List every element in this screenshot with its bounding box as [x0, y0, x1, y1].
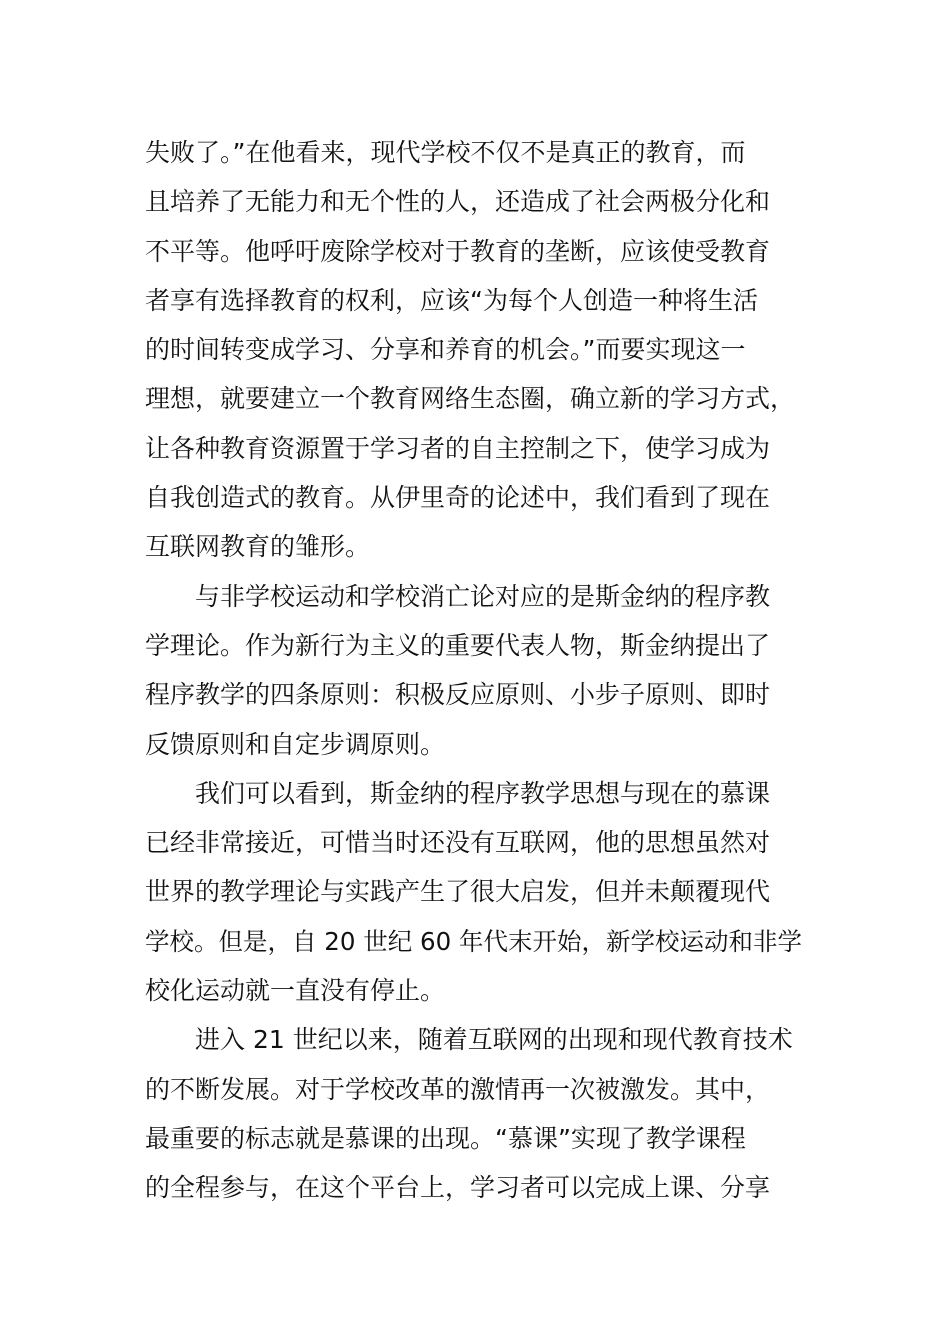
- text-line: 失败了。”在他看来，现代学校不仅不是真正的教育，而: [145, 138, 746, 167]
- text-line: 的时间转变成学习、分享和养育的机会。”而要实现这一: [145, 335, 746, 365]
- text-line: 与非学校运动和学校消亡论对应的是斯金纳的程序教: [195, 581, 771, 611]
- text-line: 已经非常接近，可惜当时还没有互联网，他的思想虽然对: [145, 828, 771, 858]
- text-line: 世界的教学理论与实践产生了很大启发，但并未颠覆现代: [145, 877, 771, 907]
- text-line: 最重要的标志就是慕课的出现。“慕课”实现了教学课程: [145, 1123, 746, 1153]
- text-line: 进入 21 世纪以来，随着互联网的出现和现代教育技术: [195, 1025, 793, 1055]
- text-line: 互联网教育的雏形。: [145, 532, 371, 562]
- text-line: 自我创造式的教育。从伊里奇的论述中，我们看到了现在: [145, 483, 771, 513]
- text-line: 校化运动就一直没有停止。: [145, 976, 446, 1006]
- text-line: 的不断发展。对于学校改革的激情再一次被激发。其中，: [145, 1074, 771, 1104]
- text-line: 让各种教育资源置于学习者的自主控制之下，使学习成为: [145, 433, 771, 463]
- text-line: 学理论。作为新行为主义的重要代表人物，斯金纳提出了: [145, 630, 771, 660]
- text-line: 理想，就要建立一个教育网络生态圈，确立新的学习方式，: [145, 384, 796, 414]
- body-text: [145, 128, 810, 1213]
- text-line: 者享有选择教育的权利，应该“为每个人创造一种将生活: [145, 285, 758, 315]
- text-line: 且培养了无能力和无个性的人，还造成了社会两极分化和: [145, 187, 771, 217]
- text-line: 程序教学的四条原则：积极反应原则、小步子原则、即时: [145, 680, 771, 710]
- text-line: 我们可以看到，斯金纳的程序教学思想与现在的慕课: [195, 778, 771, 808]
- text-line: 不平等。他呼吁废除学校对于教育的垄断，应该使受教育: [145, 236, 771, 266]
- text-line: 学校。但是，自 20 世纪 60 年代末开始，新学校运动和非学: [145, 926, 802, 956]
- text-line: 反馈原则和自定步调原则。: [145, 729, 446, 759]
- text-line: 的全程参与，在这个平台上，学习者可以完成上课、分享: [145, 1173, 771, 1203]
